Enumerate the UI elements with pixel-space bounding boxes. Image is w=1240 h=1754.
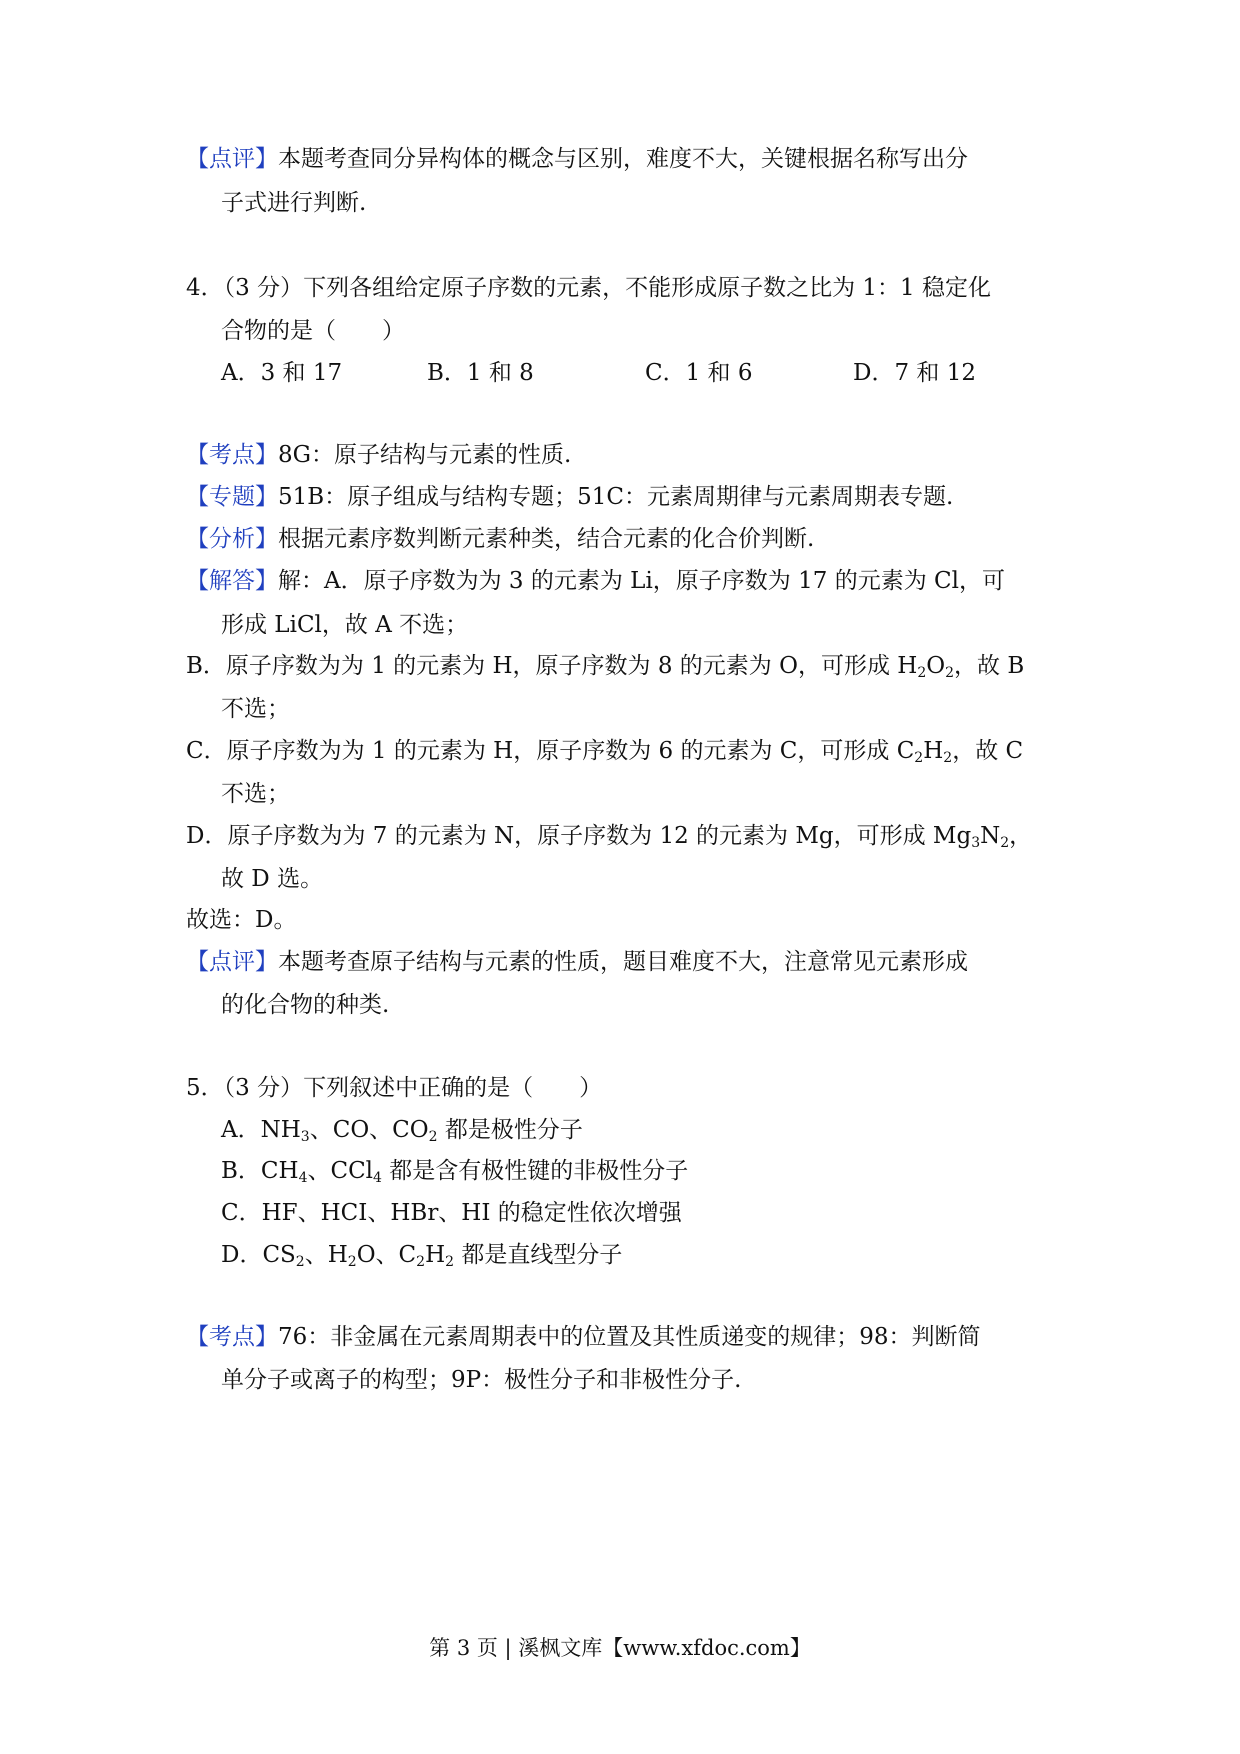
- question-4-options: [0, 358, 1240, 388]
- zhuanti-tag: 【专题】: [186, 484, 278, 510]
- page-footer: 第 3 页 | 溪枫文库【www.xfdoc.com】: [429, 1636, 811, 1660]
- q5-kaodian-line1: 【考点】76：非金属在元素周期表中的位置及其性质递变的规律；98：判断简: [186, 1324, 981, 1350]
- q4-jieda-b-line2: 不选；: [221, 696, 290, 722]
- question-4-stem-line1: 4．（3 分）下列各组给定原子序数的元素，不能形成原子数之比为 1：1 稳定化: [186, 275, 991, 301]
- question-5-stem: 5．（3 分）下列叙述中正确的是（ ）: [186, 1075, 603, 1101]
- jieda-tag: 【解答】: [186, 568, 278, 594]
- comment-q3-line2: 子式进行判断.: [221, 190, 367, 216]
- q5-kaodian-line2: 单分子或离子的构型；9P：极性分子和非极性分子.: [221, 1367, 742, 1393]
- q4-jieda-d-line2: 故 D 选。: [221, 866, 324, 892]
- q4-kaodian: 【考点】8G：原子结构与元素的性质.: [186, 442, 572, 468]
- q4-jieda-line2: 形成 LiCl，故 A 不选；: [221, 612, 469, 638]
- q5-option-b: B．$CH_4$、CCl$_4$ 都是含有极性键的非极性分子: [221, 1158, 689, 1186]
- q4-answer: 故选：D。: [186, 907, 297, 933]
- dianping-tag: 【点评】: [186, 949, 278, 975]
- q4-jieda-d: D．原子序数为为 7 的元素为 N，原子序数为 12 的元素为 Mg，可形成 $Mg_3N_2$，: [186, 823, 1033, 851]
- q4-option-d: D．7 和 12: [853, 360, 976, 386]
- kaodian-tag: 【考点】: [186, 442, 278, 468]
- q5-option-a: A．$NH_3$、CO、$CO_2$ 都是极性分子: [221, 1117, 583, 1145]
- comment-tag: 【点评】: [186, 146, 278, 172]
- q4-jieda-b: B．原子序数为为 1 的元素为 H，原子序数为 8 的元素为 O，可形成 $H_2O_2$，故 B: [186, 653, 1025, 681]
- q4-fenxi: 【分析】根据元素序数判断元素种类，结合元素的化合价判断.: [186, 526, 815, 552]
- q4-option-c: C．1 和 6: [645, 360, 753, 386]
- q4-option-b: B．1 和 8: [427, 360, 534, 386]
- fenxi-tag: 【分析】: [186, 526, 278, 552]
- q5-option-c: C．HF、HCI、HBr、HI 的稳定性依次增强: [221, 1200, 682, 1226]
- q4-zhuanti: 【专题】51B：原子组成与结构专题；51C：元素周期律与元素周期表专题.: [186, 484, 954, 510]
- q5-option-d: D．$CS_2$、$H_2O$、$C_2H_2$ 都是直线型分子: [221, 1242, 623, 1270]
- comment-q3-line1: 【点评】本题考查同分异构体的概念与区别，难度不大，关键根据名称写出分: [186, 146, 968, 172]
- q4-option-a: A．3 和 17: [221, 360, 343, 386]
- q4-jieda-c-line2: 不选；: [221, 781, 290, 807]
- question-4-stem-line2: 合物的是（ ）: [221, 318, 405, 344]
- q4-dianping-line2: 的化合物的种类.: [221, 992, 390, 1018]
- q4-jieda-line1: 【解答】解：A．原子序数为为 3 的元素为 Li，原子序数为 17 的元素为 Cl，可: [186, 568, 1005, 594]
- q4-dianping-line1: 【点评】本题考查原子结构与元素的性质，题目难度不大，注意常见元素形成: [186, 949, 968, 975]
- q4-jieda-c: C．原子序数为为 1 的元素为 H，原子序数为 6 的元素为 C，可形成 $C_2H_2$，故 C: [186, 738, 1024, 766]
- kaodian-tag: 【考点】: [186, 1324, 278, 1350]
